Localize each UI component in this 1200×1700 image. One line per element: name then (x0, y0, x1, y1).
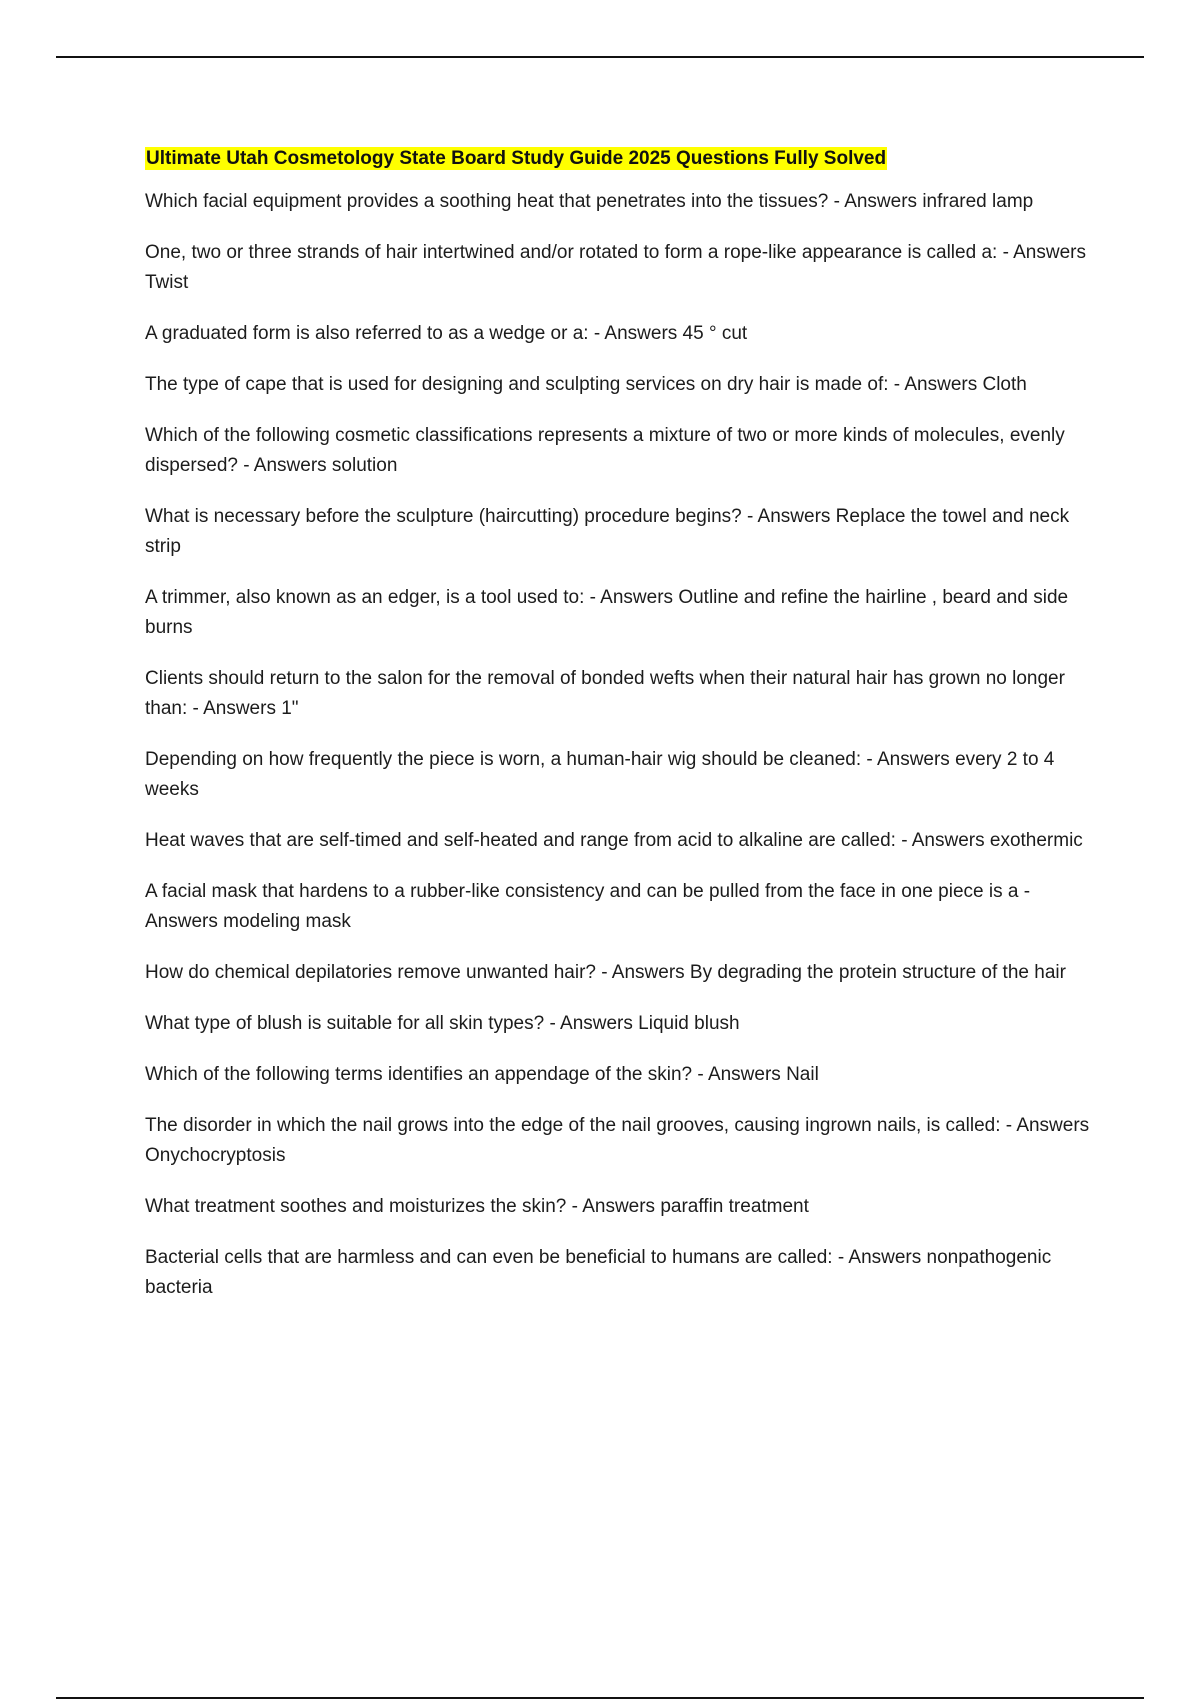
question-answer-item: A facial mask that hardens to a rubber-like consistency and can be pulled from the face in one piece is a - Answers modeling mask (145, 881, 1031, 932)
question-answer-item: What treatment soothes and moisturizes the skin? - Answers paraffin treatment (145, 1196, 809, 1217)
document-title: Ultimate Utah Cosmetology State Board Study Guide 2025 Questions Fully Solved (146, 148, 887, 169)
title-block (145, 144, 1090, 174)
question-answer-item: Which of the following terms identifies an appendage of the skin? - Answers Nail (145, 1064, 819, 1085)
question-answer-item: Which of the following cosmetic classifications represents a mixture of two or more kinds of molecules, evenly dispersed? - Answers solution (145, 425, 1065, 476)
footer-rule (56, 1697, 1144, 1699)
document-body (145, 144, 1090, 1324)
question-answer-item: One, two or three strands of hair intertwined and/or rotated to form a rope-like appearance is called a: - Answers Twist (145, 242, 1086, 293)
header-rule (56, 56, 1144, 58)
question-answer-item: Bacterial cells that are harmless and can even be beneficial to humans are called: - Answers nonpathogenic bacteria (145, 1247, 1052, 1298)
question-answer-item: The disorder in which the nail grows into the edge of the nail grooves, causing ingrown nails, is called: - Answers Onychocryptosis (145, 1115, 1090, 1166)
question-answer-item: What type of blush is suitable for all skin types? - Answers Liquid blush (145, 1013, 740, 1034)
question-answer-item: Depending on how frequently the piece is worn, a human-hair wig should be cleaned: - Answers every 2 to 4 weeks (145, 749, 1055, 800)
question-answer-item: Which facial equipment provides a soothing heat that penetrates into the tissues? - Answers infrared lamp (145, 191, 1034, 212)
question-answer-item: How do chemical depilatories remove unwanted hair? - Answers By degrading the protein structure of the hair (145, 962, 1066, 983)
question-list (145, 187, 1090, 1303)
question-answer-item: What is necessary before the sculpture (haircutting) procedure begins? - Answers Replace the towel and neck strip (145, 506, 1070, 557)
question-answer-item: Clients should return to the salon for the removal of bonded wefts when their natural hair has grown no longer than: - Answers 1" (145, 668, 1065, 719)
question-answer-item: Heat waves that are self-timed and self-heated and range from acid to alkaline are called: - Answers exothermic (145, 830, 1083, 851)
question-answer-item: A trimmer, also known as an edger, is a tool used to: - Answers Outline and refine the hairline , beard and side burns (145, 587, 1069, 638)
question-answer-item: The type of cape that is used for designing and sculpting services on dry hair is made of: - Answers Cloth (145, 374, 1027, 395)
question-answer-item: A graduated form is also referred to as a wedge or a: - Answers 45 ° cut (145, 323, 748, 344)
